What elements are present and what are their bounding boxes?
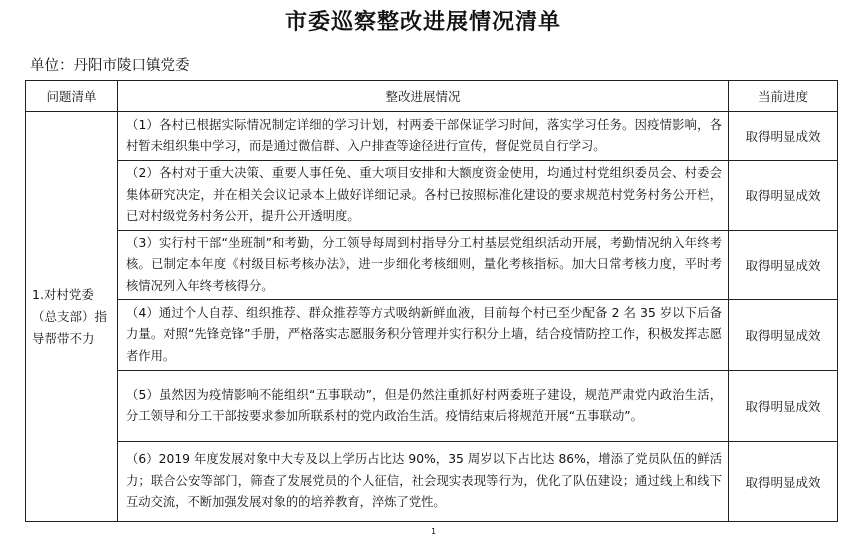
status-5: 取得明显成效: [729, 371, 838, 442]
rectification-table: [25, 80, 838, 522]
progress-item-5: （5）虽然因为疫情影响不能组织“五事联动”，但是仍然注重抓好村两委班子建设，规范严肃党内政治生活，分工领导和分工干部按要求参加所联系村的党内政治生活。疫情结束后将规范开展“五事联动”。: [118, 371, 729, 442]
progress-item-2: （2）各村对于重大决策、重要人事任免、重大项目安排和大额度资金使用，均通过村党组织委员会、村委会集体研究决定，并在相关会议记录本上做好详细记录。各村已按照标准化建设的要求规范村党务村务公开栏，已对村级党务村务公开，提升公开透明度。: [118, 161, 729, 231]
status-4: 取得明显成效: [729, 300, 838, 371]
progress-item-3: （3）实行村干部“坐班制”和考勤，分工领导每周到村指导分工村基层党组织活动开展，考勤情况纳入年终考核。已制定本年度《村级目标考核办法》，进一步细化考核细则，量化考核指标。加大日常考核力度，平时考核情况列入年终考核得分。: [118, 230, 729, 300]
document-title: 市委巡察整改进展情况清单: [284, 10, 561, 35]
table-row: [26, 442, 838, 522]
unit-label: 单位：丹阳市陵口镇党委: [30, 58, 190, 74]
progress-item-6: （6）2019 年度发展对象中大专及以上学历占比达 90%，35 周岁以下占比达 86%，增添了党员队伍的鲜活力；联合公安等部门，筛查了发展党员的个人征信，社会现实表现等行为，优化了队伍建设；通过线上和线下互动交流，不断加强发展对象的的培养教育，淬炼了党性。: [118, 442, 729, 522]
status-6: 取得明显成效: [729, 442, 838, 522]
table-row: [26, 161, 838, 231]
table-row: [26, 112, 838, 161]
table-row: [26, 371, 838, 442]
page-number: 1: [431, 527, 437, 536]
table-row: [26, 230, 838, 300]
issue-cell: 1.对村党委（总支部）指导帮带不力: [26, 112, 118, 522]
header-issue: 问题清单: [26, 81, 118, 112]
status-2: 取得明显成效: [729, 161, 838, 231]
status-1: 取得明显成效: [729, 112, 838, 161]
progress-item-4: （4）通过个人自荐、组织推荐、群众推荐等方式吸纳新鲜血液，目前每个村已至少配备 2 名 35 岁以下后备力量。对照“先锋竞锋”手册，严格落实志愿服务积分管理并实行积分上墙，结合疫情防控工作，积极发挥志愿者作用。: [118, 300, 729, 371]
status-3: 取得明显成效: [729, 230, 838, 300]
table-header-row: [26, 81, 838, 112]
header-status: 当前进度: [729, 81, 838, 112]
header-progress: 整改进展情况: [118, 81, 729, 112]
progress-item-1: （1）各村已根据实际情况制定详细的学习计划，村两委干部保证学习时间，落实学习任务。因疫情影响，各村暂未组织集中学习，而是通过微信群、入户排查等途径进行宣传，督促党员自行学习。: [118, 112, 729, 161]
table-row: [26, 300, 838, 371]
